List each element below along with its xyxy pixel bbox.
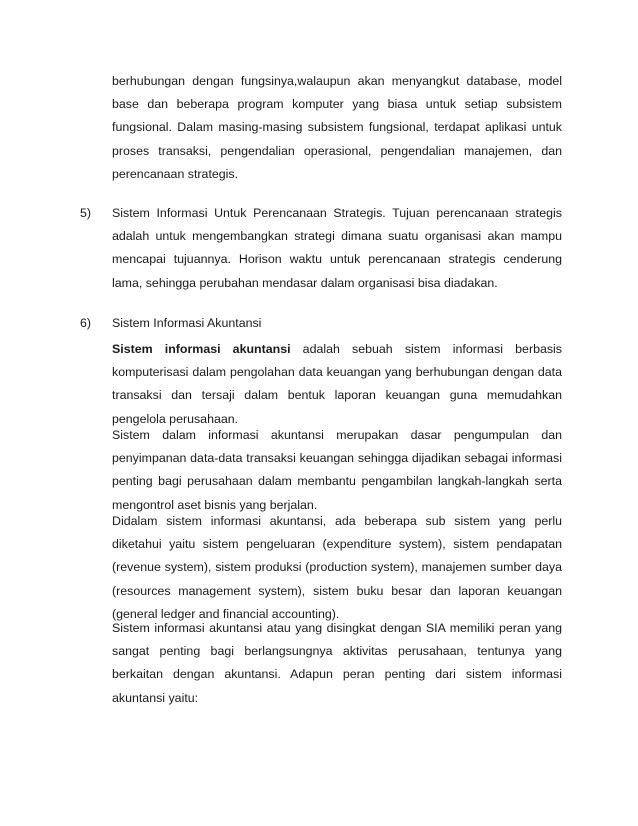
bold-term: Sistem informasi akuntansi xyxy=(112,342,291,356)
item-6-paragraph-4: Sistem informasi akuntansi atau yang disingkat dengan SIA memiliki peran yang sangat penting bagi berlangsungnya aktivitas perusahaan, tentunya yang berkaitan dengan akuntansi. Adapun peran penting dari sistem informasi akuntansi yaitu: xyxy=(112,621,562,705)
item-6-paragraph-3: Didalam sistem informasi akuntansi, ada beberapa sub sistem yang perlu diketahui yaitu sistem pengeluaran (expenditure system), sistem pendapatan (revenue system), sistem produksi (production system), manajemen sumber daya (resources management system), sistem buku besar dan laporan keuangan (general ledger and financial accounting). xyxy=(112,514,562,621)
item-6-title: Sistem Informasi Akuntansi xyxy=(112,316,262,330)
item-6-number: 6) xyxy=(80,316,92,330)
continuation-paragraph: berhubungan dengan fungsinya,walaupun akan menyangkut database, model base dan beberapa program komputer yang biasa untuk setiap subsistem fungsional. Dalam masing-masing subsistem fungsional, terdapat aplikasi untuk proses transaksi, pengendalian operasional, pengendalian manajemen, dan perencanaan strategis. xyxy=(112,74,562,181)
item-6-paragraph-1 xyxy=(112,338,562,431)
item-5-paragraph: Sistem Informasi Untuk Perencanaan Strategis. Tujuan perencanaan strategis adalah untuk mengembangkan strategi dimana suatu organisasi akan mampu mencapai tujuannya. Horison waktu untuk perencanaan strategis cenderung lama, sehingga perubahan mendasar dalam organisasi bisa diadakan. xyxy=(112,206,562,290)
paragraph-1-rest: adalah sebuah sistem informasi berbasis komputerisasi dalam pengolahan data keuangan yang berhubungan dengan data transaksi dan tersaji dalam bentuk laporan keuangan guna memudahkan pengelola perusahaan. xyxy=(112,342,562,426)
item-6-paragraph-2: Sistem dalam informasi akuntansi merupakan dasar pengumpulan dan penyimpanan data-data transaksi keuangan sehingga dijadikan sebagai informasi penting bagi perusahaan dalam membantu pengambilan langkah-langkah serta mengontrol aset bisnis yang berjalan. xyxy=(112,428,562,512)
item-5-number: 5) xyxy=(80,206,92,220)
